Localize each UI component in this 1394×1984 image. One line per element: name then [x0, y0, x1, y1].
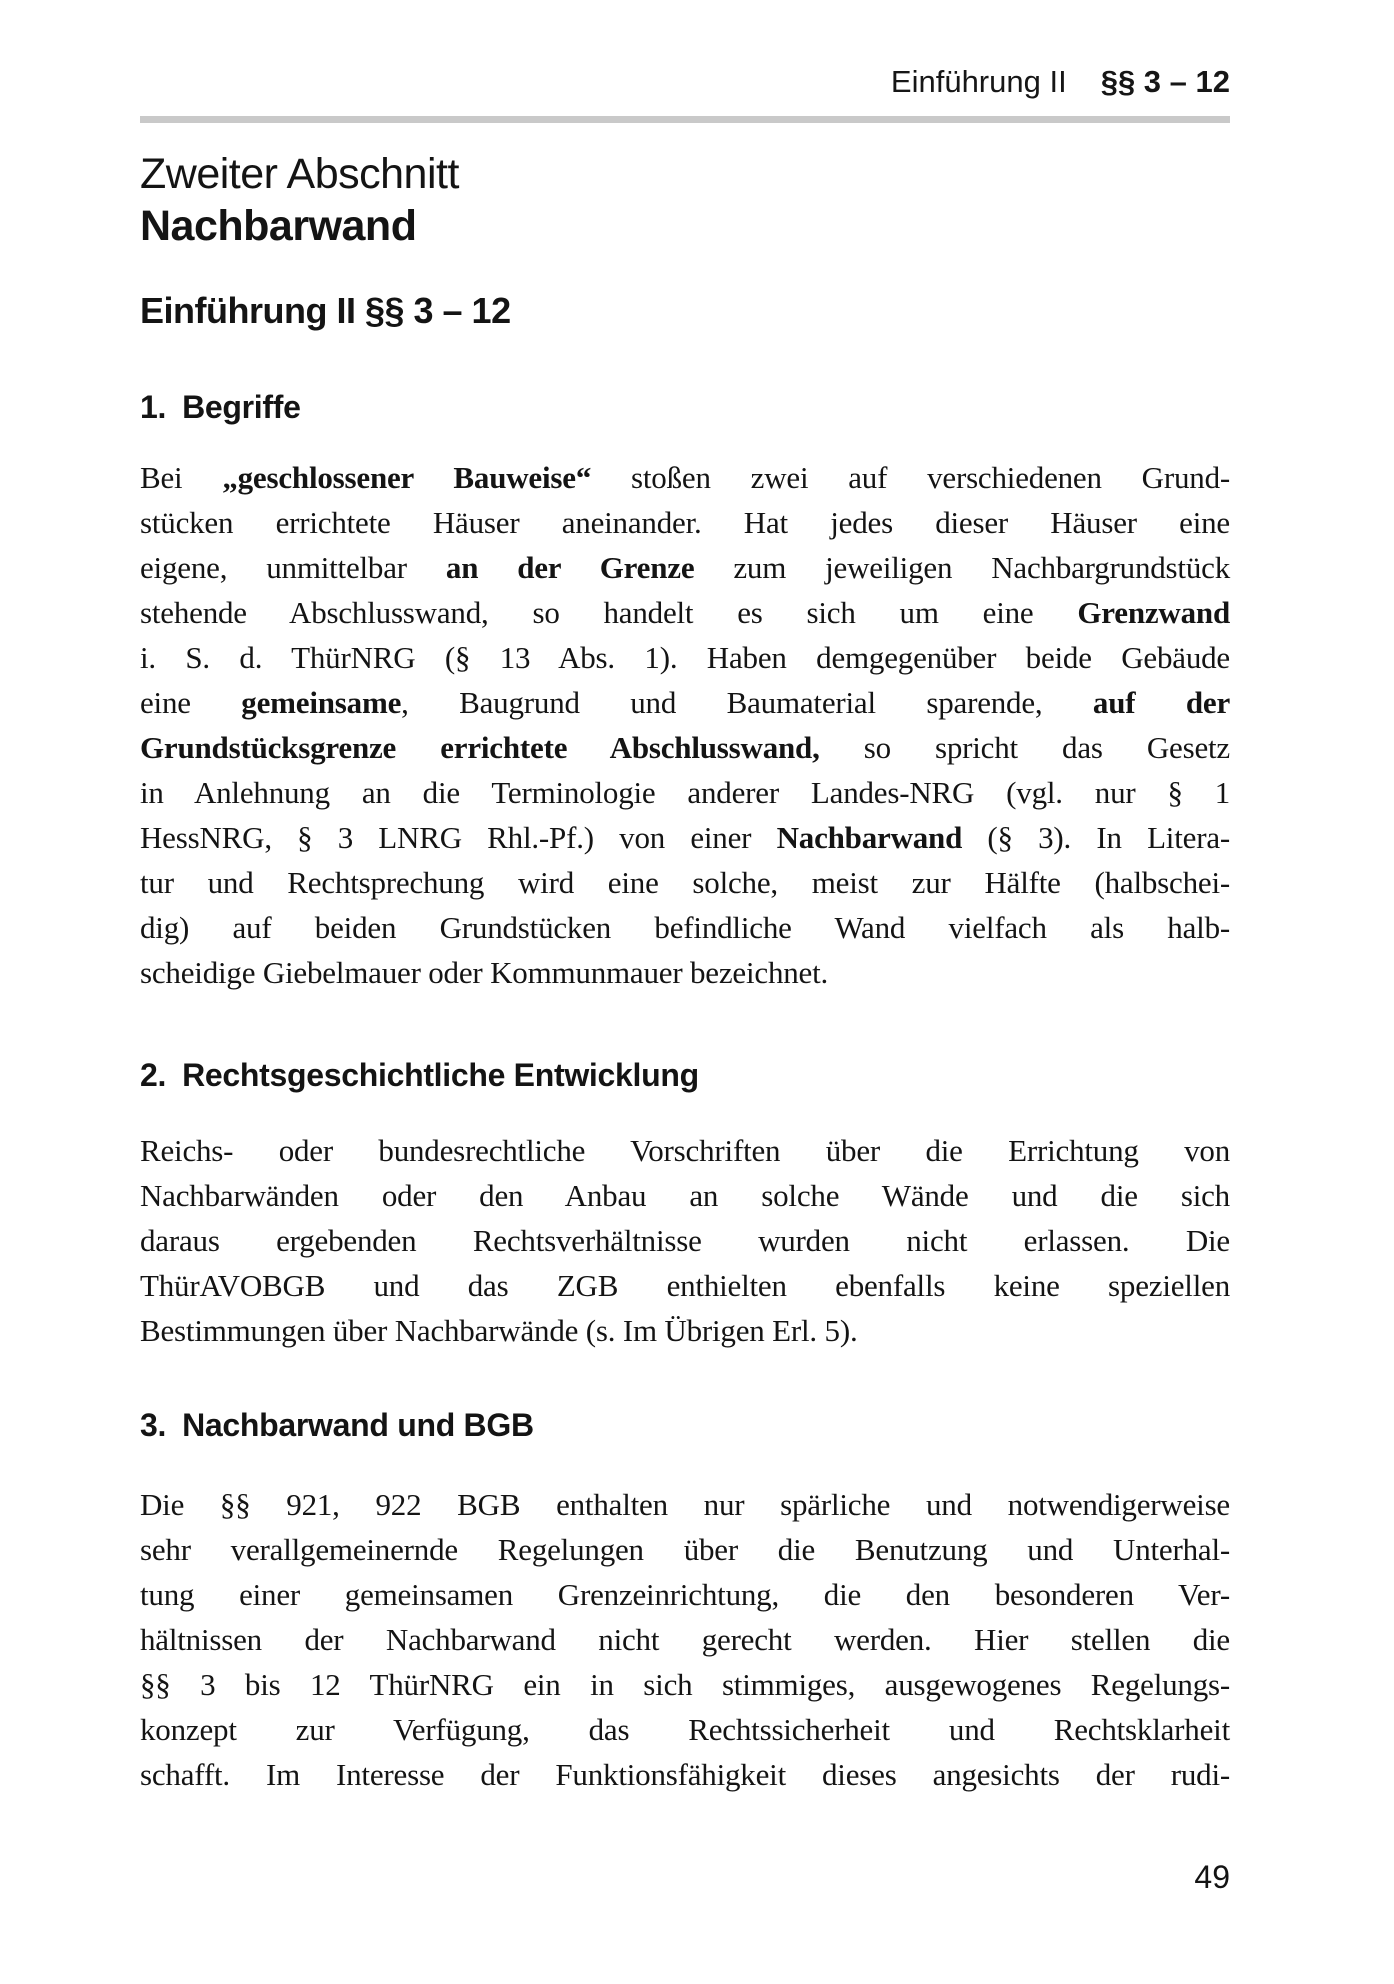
text-segment: tung einer gemeinsamen Grenzeinrichtung, die den besonderen Ver-: [140, 1577, 1230, 1612]
section-number: 1.: [140, 389, 167, 425]
text-segment: stücken errichtete Häuser aneinander. Hat jedes dieser Häuser eine: [140, 505, 1230, 540]
text-segment: sehr verallgemeinernde Regelungen über die Benutzung und Unterhal-: [140, 1532, 1230, 1567]
text-line: [140, 1308, 1230, 1353]
text-segment: so spricht das Gesetz: [819, 730, 1230, 765]
text-line: [140, 680, 1230, 725]
text-line: [140, 1128, 1230, 1173]
text-line: [140, 1572, 1230, 1617]
text-segment: Bei: [140, 460, 223, 495]
section-paragraph-3: [140, 1482, 1230, 1797]
text-line: [140, 500, 1230, 545]
text-segment: eigene, unmittelbar: [140, 550, 446, 585]
text-line: [140, 905, 1230, 950]
text-segment: , Baugrund und Baumaterial sparende,: [401, 685, 1093, 720]
text-line: [140, 1662, 1230, 1707]
text-segment: Die §§ 921, 922 BGB enthalten nur spärliche und notwendigerweise: [140, 1487, 1230, 1522]
text-segment: stoßen zwei auf verschiedenen Grund-: [591, 460, 1230, 495]
text-segment: schafft. Im Interesse der Funktionsfähigkeit dieses angesichts der rudi-: [140, 1757, 1230, 1792]
text-segment: Reichs- oder bundesrechtliche Vorschriften über die Errichtung von: [140, 1133, 1230, 1168]
section-title: Rechtsgeschichtliche Entwicklung: [182, 1057, 699, 1093]
text-line: [140, 1617, 1230, 1662]
text-line: [140, 1707, 1230, 1752]
text-segment: stehende Abschlusswand, so handelt es sich um eine: [140, 595, 1078, 630]
section-heading-2: [140, 1053, 1230, 1097]
text-line: [140, 1218, 1230, 1263]
text-line: [140, 1482, 1230, 1527]
text-segment: hältnissen der Nachbarwand nicht gerecht werden. Hier stellen die: [140, 1622, 1230, 1657]
running-header: [140, 64, 1230, 100]
text-segment: scheidige Giebelmauer oder Kommunmauer bezeichnet.: [140, 955, 829, 990]
section-number: 2.: [140, 1057, 167, 1093]
text-segment: daraus ergebenden Rechtsverhältnisse wurden nicht erlassen. Die: [140, 1223, 1230, 1258]
text-line: [140, 860, 1230, 905]
text-segment: konzept zur Verfügung, das Rechtssicherheit und Rechtsklarheit: [140, 1712, 1230, 1747]
chapter-title: Zweiter Abschnitt: [140, 150, 459, 198]
text-line: [140, 590, 1230, 635]
bold-text-segment: „geschlossener Bauweise“: [222, 460, 592, 495]
text-line: [140, 455, 1230, 500]
text-line: [140, 1173, 1230, 1218]
text-segment: (§ 3). In Litera-: [962, 820, 1231, 855]
text-line: [140, 545, 1230, 590]
section-title: Begriffe: [182, 389, 301, 425]
text-segment: in Anlehnung an die Terminologie anderer Landes-NRG (vgl. nur § 1: [140, 775, 1230, 810]
bold-text-segment: Grundstücksgrenze errichtete Abschlusswand,: [140, 730, 820, 765]
section-heading-3: [140, 1403, 1230, 1447]
text-segment: Nachbarwänden oder den Anbau an solche Wände und die sich: [140, 1178, 1230, 1213]
section-number: 3.: [140, 1407, 167, 1443]
chapter-subject-title: Nachbarwand: [140, 202, 417, 250]
text-line: [140, 770, 1230, 815]
text-segment: HessNRG, § 3 LNRG Rhl.-Pf.) von einer: [140, 820, 777, 855]
section-title: Nachbarwand und BGB: [182, 1407, 534, 1443]
running-header-section-ref: §§ 3 – 12: [1100, 64, 1230, 99]
text-segment: zum jeweiligen Nachbargrundstück: [694, 550, 1230, 585]
text-line: [140, 725, 1230, 770]
bold-text-segment: gemeinsame: [241, 685, 402, 720]
bold-text-segment: auf der: [1092, 685, 1230, 720]
text-line: [140, 635, 1230, 680]
text-line: [140, 1752, 1230, 1797]
text-segment: ThürAVOBGB und das ZGB enthielten ebenfalls keine speziellen: [140, 1268, 1230, 1303]
text-line: [140, 1263, 1230, 1308]
text-segment: i. S. d. ThürNRG (§ 13 Abs. 1). Haben demgegenüber beide Gebäude: [140, 640, 1230, 675]
header-rule: [140, 116, 1230, 123]
text-line: [140, 950, 1230, 995]
running-header-title: Einführung II: [890, 64, 1067, 99]
section-paragraph-2: [140, 1128, 1230, 1353]
text-segment: dig) auf beiden Grundstücken befindliche Wand vielfach als halb-: [140, 910, 1230, 945]
bold-text-segment: an der Grenze: [445, 550, 695, 585]
section-paragraph-1: [140, 455, 1230, 995]
section-heading-1: [140, 385, 1230, 429]
text-segment: Bestimmungen über Nachbarwände (s. Im Übrigen Erl. 5).: [140, 1313, 858, 1348]
bold-text-segment: Grenzwand: [1077, 595, 1230, 630]
text-line: [140, 815, 1230, 860]
text-segment: eine: [140, 685, 242, 720]
bold-text-segment: Nachbarwand: [776, 820, 963, 855]
text-segment: tur und Rechtsprechung wird eine solche, meist zur Hälfte (halbschei-: [140, 865, 1230, 900]
intro-heading: Einführung II §§ 3 – 12: [140, 290, 511, 331]
page-number: 49: [1194, 1859, 1230, 1895]
text-segment: §§ 3 bis 12 ThürNRG ein in sich stimmiges, ausgewogenes Regelungs-: [140, 1667, 1230, 1702]
text-line: [140, 1527, 1230, 1572]
